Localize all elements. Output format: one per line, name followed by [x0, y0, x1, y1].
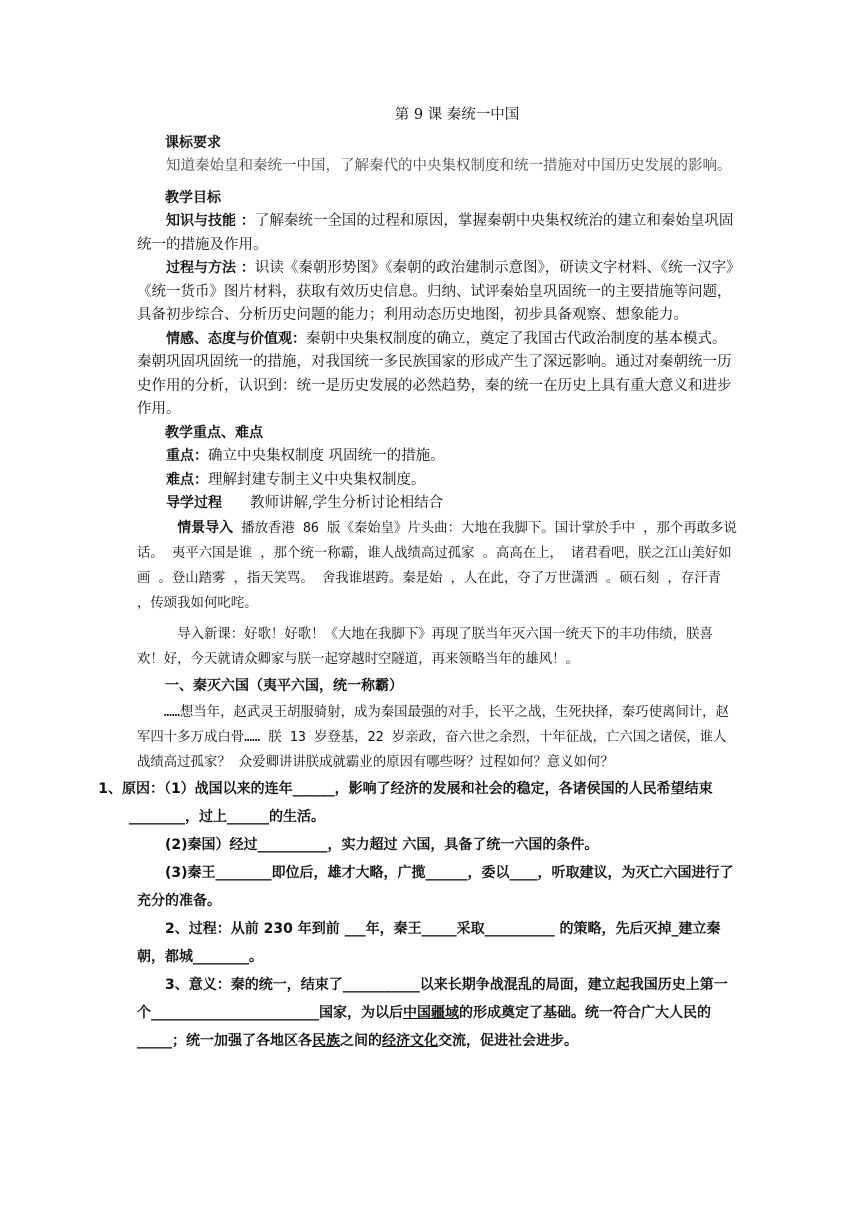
- reason-2: (2)秦国）经过__________，实力超过 六国，具备了统一六国的条件。: [165, 836, 599, 853]
- emotion-paragraph: [137, 328, 737, 422]
- goals-heading: 教学目标: [165, 189, 221, 206]
- document-page: [98, 104, 737, 1055]
- intro-label: 情景导入: [177, 519, 234, 536]
- process-method-text: 识读《秦朝形势图》《秦朝的政治建制示意图》，研读文字材料、《统一汉字》《统一货币》图片材料，获取有效历史信息。归纳、试评秦始皇巩固统一的主要措施等问题，具备初步综合、分析历史问题的能力；利用动态历史地图，初步具备观察、想象能力。: [137, 260, 734, 323]
- meaning-paragraph: [137, 971, 737, 1055]
- knowledge-paragraph: [137, 210, 737, 257]
- meaning-ethnic: 民族: [312, 1032, 340, 1049]
- difficult-paragraph: [137, 469, 737, 493]
- intro-paragraph: [137, 516, 737, 616]
- meaning-territory: 中国疆域: [403, 1004, 459, 1021]
- key-text: 确立中央集权制度 巩固统一的措施。: [208, 448, 445, 464]
- curriculum-heading: 课标要求: [165, 134, 221, 151]
- meaning-economy-culture: 经济文化: [382, 1032, 438, 1049]
- meaning-part2: 的形成奠定了基础。统一符合广大人民的_____；统一加强了各地区各: [137, 1004, 711, 1049]
- course-paragraph: 2、过程：从前 230 年到前 ___年，秦王_____采取__________ 的策略，先后灭掉_建立秦朝，都城________。: [137, 920, 721, 965]
- section1-story: ……想当年，赵武灵王胡服骑射，成为秦国最强的对手，长平之战，生死抉择，秦巧使离间计，赵军四十多万成白骨…… 朕 13 岁登基，22 岁亲政，奋六世之余烈，十年征战，亡六国之诸侯，谁人战绩高过孤家？ 众爱卿讲讲朕成就霸业的原因有哪些呀？过程如何？意义如何？: [137, 704, 729, 770]
- process-text: 教师讲解,学生分析讨论相结合: [250, 495, 444, 511]
- difficult-text: 理解封建专制主义中央集权制度。: [208, 471, 426, 488]
- meaning-part4: 交流，促进社会进步。: [438, 1032, 578, 1049]
- meaning-part3: 之间的: [340, 1032, 382, 1049]
- emotion-text: 秦朝中央集权制度的确立，奠定了我国古代政治制度的基本模式。秦朝巩固巩固统一的措施，对我国统一多民族国家的形成产生了深远影响。通过对秦朝统一历史作用的分析，认识到：统一是历史发展的必然趋势，秦的统一在历史上具有重大意义和进步作用。: [137, 330, 732, 417]
- curriculum-text: 知道秦始皇和秦统一中国，了解秦代的中央集权制度和统一措施对中国历史发展的影响。: [166, 158, 732, 174]
- intro-text: 播放香港 86 版《秦始皇》片头曲：大地在我脚下。国计掌於手中 ，那个再敢多说话。 夷平六国是谁 ，那个统一称霸，谁人战绩高过孤家 。高高在上， 诸君看吧，朕之江山美好如画 。登山踏雾 ，指天笑骂。 舍我谁堪跨。秦是始 ，人在此，夺了万世潇洒 。硕石刻 ，存汗青 ，传颂我如何叱咤。: [137, 520, 737, 611]
- reason-1: 1、原因：（1）战国以来的连年______，影响了经济的发展和社会的稳定，各诸侯国的人民希望结束________，过上______的生活。: [98, 780, 713, 825]
- knowledge-text: 了解秦统一全国的过程和原因，掌握秦朝中央集权统治的建立和秦始皇巩固统一的措施及作用。: [137, 213, 734, 253]
- section1-heading: 一、秦灭六国（夷平六国，统一称霸）: [165, 677, 403, 694]
- process-label: 导学过程: [166, 495, 222, 511]
- lesson-title: 第 9 课 秦统一中国: [394, 107, 520, 123]
- newlesson-paragraph: 导入新课：好歌！好歌！《大地在我脚下》再现了朕当年灭六国一统天下的丰功伟绩，朕喜欢！好，今天就请众卿家与朕一起穿越时空隧道，再来领略当年的雄风！。: [137, 626, 713, 667]
- process-paragraph: [137, 492, 737, 516]
- key-paragraph: [137, 445, 737, 469]
- key-label: 重点：: [166, 448, 208, 464]
- process-method-paragraph: [137, 257, 737, 328]
- keypoints-heading: 教学重点、难点: [165, 424, 263, 441]
- emotion-label: 情感、态度与价值观：: [166, 330, 306, 347]
- difficult-label: 难点：: [166, 471, 208, 488]
- meaning-part1: 3、意义：秦的统一，结束了___________以来长期争战混乱的局面，建立起我国历史上第一个________________________国家，为以后: [137, 976, 728, 1021]
- process-method-label: 过程与方法 ：: [166, 260, 255, 276]
- knowledge-label: 知识与技能 ：: [166, 213, 255, 229]
- reason-3: (3)秦王________即位后，雄才大略，广揽______，委以____，听取建议，为灭亡六国进行了充分的准备。: [137, 864, 734, 909]
